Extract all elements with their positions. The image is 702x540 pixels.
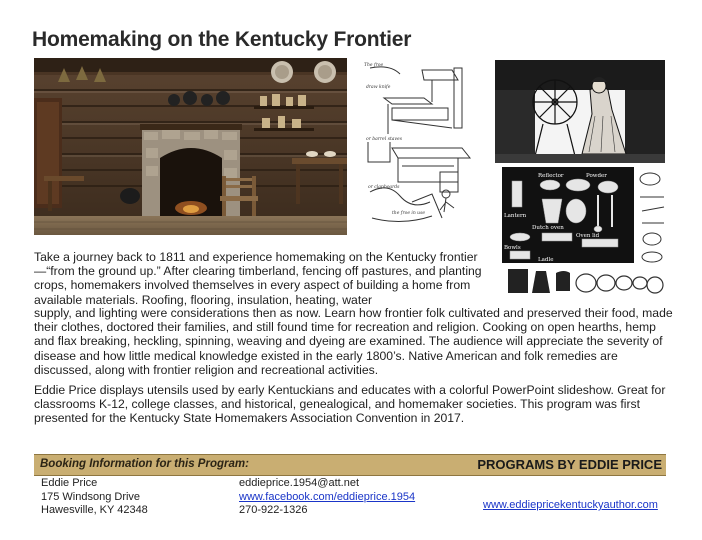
contact-phone: 270-922-1326 (239, 504, 308, 516)
website-link[interactable]: www.eddiepricekentuckyauthor.com (483, 499, 658, 511)
booking-bar (34, 454, 666, 476)
svg-text:Ladle: Ladle (538, 257, 554, 263)
facebook-link[interactable]: www.facebook.com/eddieprice.1954 (239, 490, 416, 503)
contact-city: Hawesville, KY 42348 (41, 504, 148, 516)
svg-text:or clapboards: or clapboards (368, 185, 400, 190)
description-paragraph-1: Take a journey back to 1811 and experience homemaking on the Kentucky frontier—“from the ground up.” After clearing timberland, fencing off pastures, and planting crops, homemakers involved themselves in every aspect of building a home from available materials. Roofing, flooring, insulation, heating, water (34, 250, 482, 307)
programs-heading: PROGRAMS BY EDDIE PRICE (477, 457, 662, 472)
contact-online (239, 477, 415, 518)
description-paragraph-2: supply, and lighting were considerations then as now. Learn how frontier folk cultivated and preserved their food, made their clothes, doctored their families, and still found time for recreation and religion. Cooking on open hearths, hemp and flax breaking, heckling, spinning, weaving and dyeing are examined. The audience will appreciate the severity of disease and how little medical knowledge existed in the early 1800’s. Native American and folk remedies are discussed, along with frontier religion and recreational activities. (34, 306, 673, 377)
svg-text:Reflector: Reflector (538, 173, 564, 179)
svg-text:the froe in use: the froe in use (392, 211, 426, 216)
description-paragraph-3: Eddie Price displays utensils used by early Kentuckians and educates with a colorful PowerPoint slideshow. Great for classrooms K-12, college classes, and historical, genealogical, and homemaker societies. This program was first presented for the Kentucky State Homemakers Association Convention in 2017. (34, 383, 666, 426)
svg-text:The froe: The froe (364, 63, 384, 68)
svg-text:draw knife: draw knife (366, 85, 391, 90)
svg-text:Lantern: Lantern (504, 213, 527, 219)
labeled-utensils-chart (502, 167, 666, 302)
frontier-cabin-kitchen-photo (34, 58, 347, 235)
contact-street: 175 Windsong Drive (41, 490, 141, 503)
booking-info-label: Booking Information for this Program: (40, 458, 249, 470)
tool-sketches (362, 62, 477, 233)
svg-text:Oven lid: Oven lid (576, 233, 600, 239)
page-title: Homemaking on the Kentucky Frontier (32, 28, 412, 51)
contact-email: eddieprice.1954@att.net (239, 477, 360, 489)
contact-address (41, 477, 148, 518)
svg-text:or barrel staves: or barrel staves (366, 137, 403, 142)
contact-name: Eddie Price (41, 477, 98, 489)
svg-text:Dutch oven: Dutch oven (532, 225, 564, 231)
svg-text:Powder: Powder (586, 173, 607, 179)
svg-text:Bowls: Bowls (504, 245, 521, 251)
spinning-woman-engraving (495, 60, 665, 163)
